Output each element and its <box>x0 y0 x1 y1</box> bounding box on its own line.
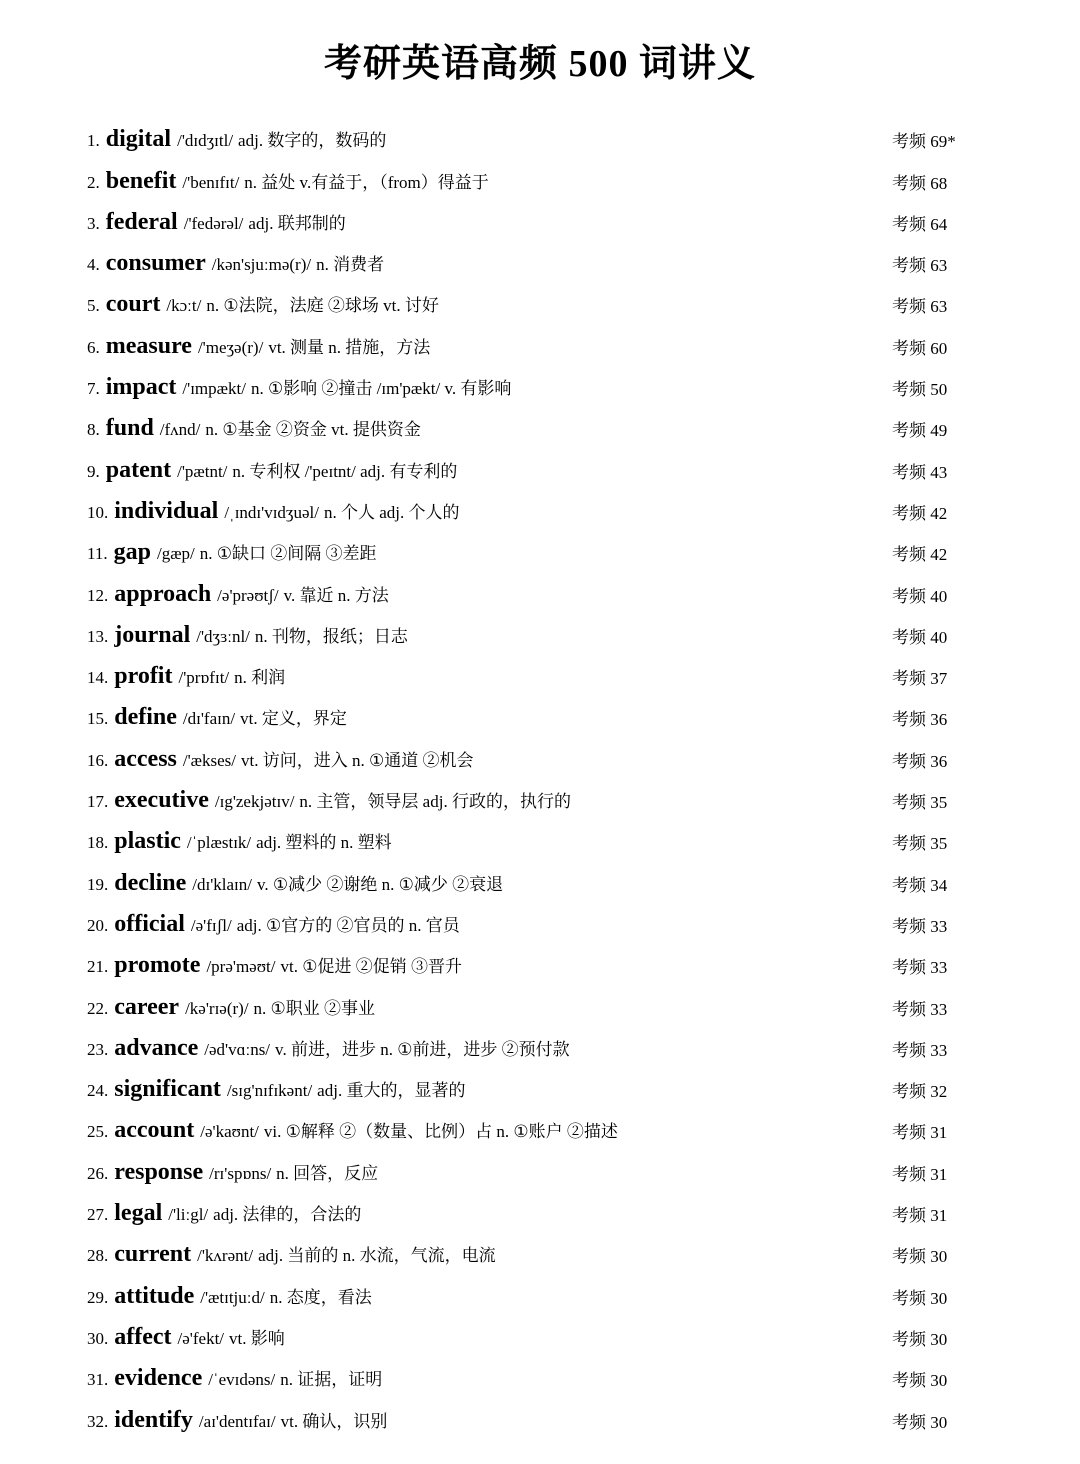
vocab-entry <box>0 450 1080 491</box>
entry-number: 14. <box>87 668 109 688</box>
vocab-entry <box>0 326 1080 367</box>
entry-main <box>87 415 421 442</box>
vocab-entry <box>0 574 1080 615</box>
entry-word: response <box>114 1158 204 1185</box>
entry-word: identify <box>114 1406 193 1433</box>
vocab-entry <box>0 1235 1080 1276</box>
entry-phonetic: /rɪ'spɒns/ <box>209 1163 272 1183</box>
entry-main <box>87 581 389 608</box>
entry-word: profit <box>114 663 173 690</box>
entry-frequency: 考频 30 <box>892 1288 948 1308</box>
entry-number: 25. <box>87 1122 109 1142</box>
entry-word: official <box>114 910 185 937</box>
entry-main <box>87 1407 387 1434</box>
entry-definition: vt. 影响 <box>229 1328 285 1348</box>
entry-word: decline <box>114 869 187 896</box>
entry-main <box>87 787 571 814</box>
entry-word: consumer <box>105 250 206 277</box>
entry-frequency: 考频 32 <box>892 1082 948 1102</box>
entry-frequency: 考频 69* <box>892 132 956 152</box>
entry-frequency: 考频 30 <box>892 1371 948 1391</box>
entry-word: fund <box>105 415 154 442</box>
entry-word: significant <box>114 1076 221 1103</box>
entry-phonetic: /'prɒfɪt/ <box>178 668 230 688</box>
entry-number: 1. <box>87 131 100 151</box>
entry-number: 18. <box>87 833 109 853</box>
entry-phonetic: /ˈplæstɪk/ <box>186 833 252 853</box>
entry-frequency: 考频 30 <box>892 1329 948 1349</box>
vocabulary-list <box>0 120 1080 1442</box>
entry-phonetic: /aɪ'dentɪfaɪ/ <box>198 1411 276 1431</box>
entry-frequency: 考频 35 <box>892 834 948 854</box>
entry-number: 30. <box>87 1328 109 1348</box>
entry-number: 8. <box>87 420 100 440</box>
entry-number: 6. <box>87 337 100 357</box>
entry-phonetic: /'ækses/ <box>182 750 237 770</box>
entry-phonetic: /'liːgl/ <box>168 1205 209 1225</box>
entry-frequency: 考频 63 <box>892 256 948 276</box>
entry-number: 22. <box>87 998 109 1018</box>
entry-main <box>87 539 377 566</box>
entry-frequency: 考频 63 <box>892 297 948 317</box>
entry-definition: n. ①影响 ②撞击 /ɪm'pækt/ v. 有影响 <box>250 379 512 399</box>
entry-frequency: 考频 49 <box>892 421 948 441</box>
entry-word: attitude <box>114 1282 195 1309</box>
entry-word: career <box>114 993 180 1020</box>
entry-main <box>87 663 285 690</box>
entry-frequency: 考频 31 <box>892 1206 948 1226</box>
entry-definition: n. 刊物，报纸；日志 <box>254 626 408 646</box>
entry-phonetic: /sɪg'nɪfɪkənt/ <box>226 1081 313 1101</box>
entry-number: 15. <box>87 709 109 729</box>
entry-definition: adj. 联邦制的 <box>248 213 346 233</box>
entry-number: 28. <box>87 1246 109 1266</box>
page-title: 考研英语高频 500 词讲义 <box>323 43 756 85</box>
entry-number: 29. <box>87 1287 109 1307</box>
entry-phonetic: /ˌɪndɪ'vɪdʒuəl/ <box>224 502 319 522</box>
entry-definition: n. 利润 <box>234 668 286 688</box>
vocab-entry <box>0 120 1080 161</box>
entry-word: impact <box>105 374 177 401</box>
entry-phonetic: /'kʌrənt/ <box>197 1246 254 1266</box>
vocab-entry <box>0 1070 1080 1111</box>
entry-frequency: 考频 42 <box>892 503 948 523</box>
entry-definition: adj. 数字的，数码的 <box>238 131 387 151</box>
entry-definition: n. 证据，证明 <box>280 1370 383 1390</box>
entry-phonetic: /kən'sjuːmə(r)/ <box>211 255 312 275</box>
entry-number: 10. <box>87 502 109 522</box>
vocab-entry <box>0 285 1080 326</box>
vocab-entry <box>0 1152 1080 1193</box>
vocab-entry <box>0 1194 1080 1235</box>
entry-definition: n. ①基金 ②资金 vt. 提供资金 <box>205 420 421 440</box>
entry-phonetic: /ˈevɪdəns/ <box>208 1370 276 1390</box>
entry-main <box>87 1035 570 1062</box>
entry-main <box>87 374 511 401</box>
entry-phonetic: /'dʒɜːnl/ <box>196 626 250 646</box>
entry-definition: vt. 确认，识别 <box>280 1411 388 1431</box>
entry-definition: n. ①缺口 ②间隔 ③差距 <box>199 544 377 564</box>
entry-phonetic: /ə'fɪʃl/ <box>190 915 232 935</box>
entry-word: executive <box>114 787 209 814</box>
entry-definition: vt. 测量 n. 措施，方法 <box>268 337 431 357</box>
entry-frequency: 考频 60 <box>892 338 948 358</box>
entry-frequency: 考频 31 <box>892 1123 948 1143</box>
entry-definition: adj. 法律的，合法的 <box>213 1205 362 1225</box>
entry-word: promote <box>114 952 201 979</box>
entry-definition: v. ①减少 ②谢绝 n. ①减少 ②衰退 <box>256 874 504 894</box>
entry-frequency: 考频 34 <box>892 875 948 895</box>
vocab-entry <box>0 739 1080 780</box>
entry-main <box>87 1324 285 1351</box>
entry-number: 5. <box>87 296 100 316</box>
entry-number: 13. <box>87 626 109 646</box>
entry-definition: v. 前进，进步 n. ①前进，进步 ②预付款 <box>275 1039 570 1059</box>
entry-main <box>87 1159 378 1186</box>
entry-main <box>87 828 392 855</box>
vocab-entry <box>0 781 1080 822</box>
entry-word: plastic <box>114 828 181 855</box>
entry-frequency: 考频 33 <box>892 958 948 978</box>
vocab-entry <box>0 1400 1080 1441</box>
entry-main <box>87 1241 496 1268</box>
vocab-entry <box>0 863 1080 904</box>
entry-phonetic: /ə'prəʊtʃ/ <box>217 585 279 605</box>
entry-definition: n. 个人 adj. 个人的 <box>323 502 460 522</box>
vocab-entry <box>0 1111 1080 1152</box>
entry-word: gap <box>113 539 151 566</box>
entry-number: 21. <box>87 957 109 977</box>
vocab-entry <box>0 1318 1080 1359</box>
entry-frequency: 考频 50 <box>892 380 948 400</box>
entry-phonetic: /prə'məʊt/ <box>206 957 276 977</box>
entry-number: 27. <box>87 1205 109 1225</box>
entry-main <box>87 704 347 731</box>
entry-phonetic: /'meʒə(r)/ <box>197 337 264 357</box>
vocab-entry <box>0 1029 1080 1070</box>
entry-word: individual <box>114 497 219 524</box>
entry-number: 11. <box>87 544 108 564</box>
vocab-entry <box>0 244 1080 285</box>
entry-frequency: 考频 36 <box>892 751 948 771</box>
entry-frequency: 考频 42 <box>892 545 948 565</box>
entry-main <box>87 291 439 318</box>
entry-phonetic: /gæp/ <box>156 544 195 564</box>
vocab-entry <box>0 368 1080 409</box>
entry-word: access <box>114 745 177 772</box>
entry-number: 17. <box>87 792 109 812</box>
entry-number: 24. <box>87 1081 109 1101</box>
entry-number: 12. <box>87 585 109 605</box>
entry-word: journal <box>114 621 191 648</box>
entry-definition: n. 专利权 /'peɪtnt/ adj. 有专利的 <box>232 461 458 481</box>
entry-phonetic: /'pætnt/ <box>177 461 228 481</box>
entry-definition: vi. ①解释 ②（数量、比例）占 n. ①账户 ②描述 <box>263 1122 618 1142</box>
vocab-entry <box>0 987 1080 1028</box>
entry-main <box>87 1365 382 1392</box>
entry-number: 7. <box>87 379 100 399</box>
vocab-entry <box>0 1359 1080 1400</box>
vocab-entry <box>0 657 1080 698</box>
entry-word: federal <box>105 208 178 235</box>
entry-main <box>87 250 384 277</box>
entry-phonetic: /kə'rɪə(r)/ <box>185 998 249 1018</box>
entry-word: benefit <box>105 167 177 194</box>
entry-main <box>87 1076 465 1103</box>
entry-definition: n. 态度，看法 <box>269 1287 372 1307</box>
entry-definition: vt. ①促进 ②促销 ③晋升 <box>280 957 462 977</box>
entry-word: patent <box>105 456 172 483</box>
entry-frequency: 考频 37 <box>892 669 948 689</box>
entry-phonetic: /dɪ'faɪn/ <box>182 709 236 729</box>
entry-phonetic: /'benɪfɪt/ <box>182 172 240 192</box>
entry-number: 4. <box>87 255 100 275</box>
entry-main <box>87 333 430 360</box>
entry-phonetic: /dɪ'klaɪn/ <box>192 874 252 894</box>
entry-frequency: 考频 35 <box>892 793 948 813</box>
vocab-entry <box>0 409 1080 450</box>
entry-word: current <box>114 1241 192 1268</box>
entry-phonetic: /ə'kaʊnt/ <box>200 1122 259 1142</box>
entry-definition: adj. 塑料的 n. 塑料 <box>256 833 392 853</box>
entry-number: 3. <box>87 213 100 233</box>
entry-word: digital <box>105 126 172 153</box>
entry-number: 2. <box>87 172 100 192</box>
entry-definition: adj. ①官方的 ②官员的 n. 官员 <box>236 915 460 935</box>
entry-main <box>87 1283 372 1310</box>
entry-main <box>87 746 473 773</box>
entry-frequency: 考频 30 <box>892 1412 948 1432</box>
entry-frequency: 考频 43 <box>892 462 948 482</box>
entry-main <box>87 870 503 897</box>
entry-phonetic: /kɔːt/ <box>166 296 202 316</box>
vocab-entry <box>0 533 1080 574</box>
entry-word: account <box>114 1117 195 1144</box>
entry-definition: n. 益处 v.有益于，（from）得益于 <box>244 172 489 192</box>
entry-phonetic: /ə'fekt/ <box>177 1328 225 1348</box>
vocab-entry <box>0 946 1080 987</box>
vocab-entry <box>0 203 1080 244</box>
entry-word: affect <box>114 1323 172 1350</box>
entry-word: measure <box>105 332 192 359</box>
entry-phonetic: /fʌnd/ <box>159 420 201 440</box>
entry-main <box>87 952 462 979</box>
entry-number: 23. <box>87 1039 109 1059</box>
entry-word: define <box>114 704 177 731</box>
entry-definition: n. ①职业 ②事业 <box>253 998 376 1018</box>
entry-number: 19. <box>87 874 109 894</box>
entry-definition: n. 回答，反应 <box>276 1163 379 1183</box>
entry-frequency: 考频 30 <box>892 1247 948 1267</box>
entry-definition: n. 消费者 <box>316 255 385 275</box>
vocab-entry <box>0 1276 1080 1317</box>
entry-main <box>87 1200 361 1227</box>
entry-number: 32. <box>87 1411 109 1431</box>
entry-main <box>87 498 460 525</box>
vocab-entry <box>0 905 1080 946</box>
entry-definition: vt. 访问，进入 n. ①通道 ②机会 <box>241 750 474 770</box>
entry-frequency: 考频 33 <box>892 1040 948 1060</box>
entry-frequency: 考频 68 <box>892 173 948 193</box>
entry-number: 26. <box>87 1163 109 1183</box>
entry-word: approach <box>114 580 212 607</box>
entry-definition: v. 靠近 n. 方法 <box>283 585 389 605</box>
entry-main <box>87 911 460 938</box>
entry-word: evidence <box>114 1365 203 1392</box>
entry-phonetic: /'dɪdʒɪtl/ <box>177 131 234 151</box>
entry-main <box>87 209 346 236</box>
vocab-entry <box>0 822 1080 863</box>
entry-number: 31. <box>87 1370 109 1390</box>
entry-phonetic: /ɪg'zekjətɪv/ <box>214 792 295 812</box>
entry-frequency: 考频 40 <box>892 586 948 606</box>
entry-number: 9. <box>87 461 100 481</box>
entry-definition: n. ①法院，法庭 ②球场 vt. 讨好 <box>206 296 439 316</box>
entry-frequency: 考频 31 <box>892 1164 948 1184</box>
vocab-entry <box>0 492 1080 533</box>
entry-main <box>87 126 386 153</box>
entry-frequency: 考频 40 <box>892 627 948 647</box>
entry-phonetic: /'ɪmpækt/ <box>182 379 246 399</box>
entry-definition: adj. 重大的，显著的 <box>317 1081 466 1101</box>
entry-phonetic: /'fedərəl/ <box>183 213 244 233</box>
entry-phonetic: /'ætɪtjuːd/ <box>200 1287 265 1307</box>
entry-definition: n. 主管，领导层 adj. 行政的，执行的 <box>299 792 571 812</box>
entry-word: advance <box>114 1034 199 1061</box>
entry-frequency: 考频 33 <box>892 916 948 936</box>
entry-frequency: 考频 64 <box>892 214 948 234</box>
entry-number: 16. <box>87 750 109 770</box>
entry-word: court <box>105 291 161 318</box>
vocab-entry <box>0 616 1080 657</box>
entry-frequency: 考频 36 <box>892 710 948 730</box>
entry-definition: adj. 当前的 n. 水流，气流，电流 <box>258 1246 496 1266</box>
entry-main <box>87 622 408 649</box>
vocab-entry <box>0 698 1080 739</box>
entry-main <box>87 168 489 195</box>
vocab-entry <box>0 161 1080 202</box>
entry-frequency: 考频 33 <box>892 999 948 1019</box>
entry-phonetic: /əd'vɑːns/ <box>204 1039 271 1059</box>
entry-main <box>87 994 375 1021</box>
entry-word: legal <box>114 1200 163 1227</box>
entry-number: 20. <box>87 915 109 935</box>
entry-main <box>87 457 457 484</box>
entry-definition: vt. 定义，界定 <box>240 709 347 729</box>
entry-main <box>87 1117 618 1144</box>
